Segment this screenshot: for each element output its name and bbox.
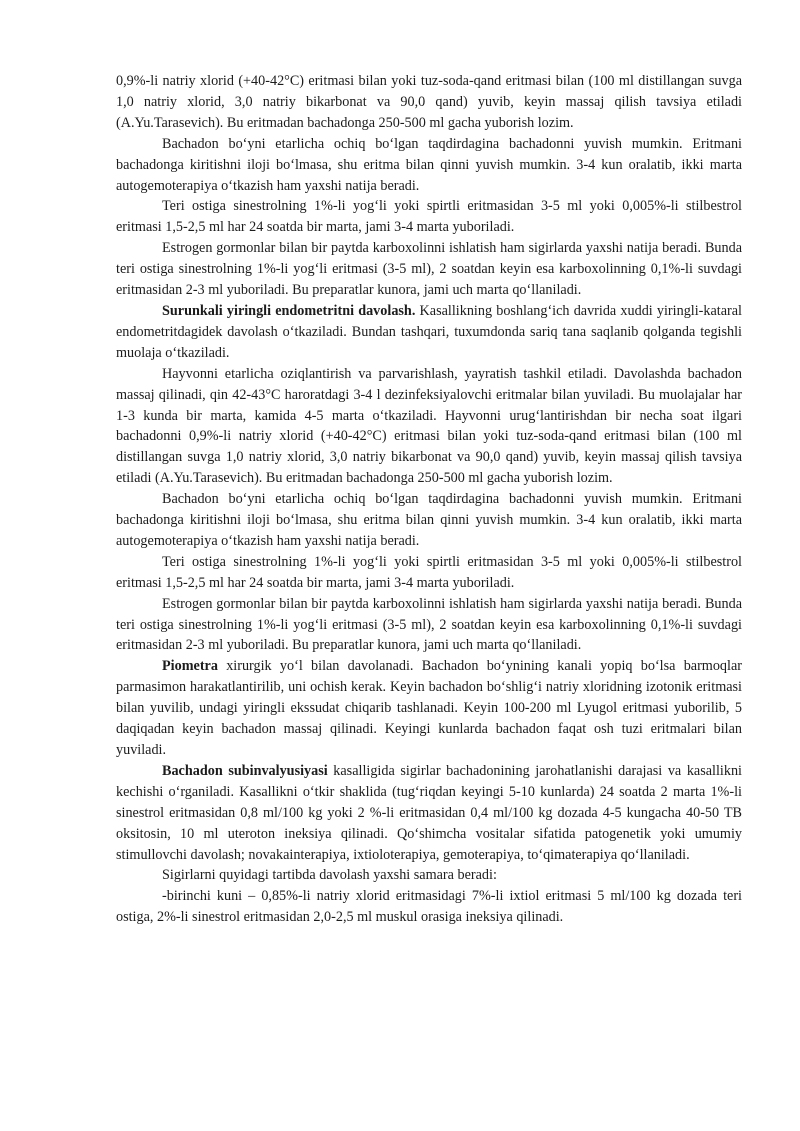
paragraph-7-text: Bachadon bo‘yni etarlicha ochiq bo‘lgan taqdirdagina bachadonni yuvish mumkin. Eritmani bachadonga kiritishni iloji bo‘lmasa, shu eritma bilan qinni yuvish mumkin. 3-4 kun oralatib, ikki marta autogemoterapiya o‘tkazish ham yaxshi natija beradi. [116, 491, 742, 549]
document-page [116, 71, 742, 928]
paragraph-7 [116, 489, 742, 552]
paragraph-9-text: Estrogen gormonlar bilan bir paytda karboxolinni ishlatish ham sigirlarda yaxshi natija beradi. Bunda teri ostiga sinestrolning 1%-li yog‘li eritmasi (3-5 ml), 2 soatdan keyin esa karboxolinning 0,1%-li suvdagi eritmasidan 2-3 ml yuboriladi. Bu preparatlar kunora, jami uch marta qo‘llaniladi. [116, 595, 742, 654]
paragraph-12-text: Sigirlarni quyidagi tartibda davolash yaxshi samara beradi: [162, 867, 497, 884]
paragraph-11-text: kasalligida sigirlar bachadonining jarohatlanishi darajasi va kasallikni kechishi o‘rganiladi. Kasallikni o‘tkir shaklida (tug‘riqdan keyingi 5-10 kunlarda) 24 soatda 2 marta 1%-li sinestrol eritmasidan 0,8 ml/100 kg yoki 2 %-li eritmasidan 0,4 ml/100 kg dozada 4-5 kungacha 40-50 TB oksitosin, 10 ml uteroton ineksiya qilinadi. Qo‘shimcha vositalar sifatida patogenetik yoki umumiy stimullovchi davolash; novakainterapiya, ixtioloterapiya, gemoterapiya, to‘qimaterapiya qo‘llaniladi. [116, 762, 743, 863]
paragraph-1-text: 0,9%-li natriy xlorid (+40-42°C) eritmasi bilan yoki tuz-soda-qand eritmasi bilan (100 ml distillangan suvga 1,0 natriy xlorid, 3,0 natriy bikarbonat va 90,0 qand) yuvib, keyin massaj qilish tavsiya etiladi (A.Yu.Tarasevich). Bu eritmadan bachadonga 250-500 ml gacha yuborish lozim. [116, 73, 742, 131]
paragraph-11 [116, 761, 742, 866]
paragraph-12 [116, 865, 742, 886]
paragraph-10-text: xirurgik yo‘l bilan davolanadi. Bachadon bo‘ynining kanali yopiq bo‘lsa barmoqlar parmasimon harakatlantirilib, uni ochish kerak. Keyin bachadon bo‘shlig‘i natriy xloridning izotonik eritmasi bilan yuvilib, undagi yiringli ekssudat chiqarib tashlanadi. Keyin 100-200 ml Lyugol eritmasi yuborilib, 5 daqiqadan keyin bachadon massaj qilinadi. Keyingi kunlarda bachadon faqat osh tuzi eritmalari bilan yuviladi. [116, 658, 742, 758]
paragraph-10 [116, 656, 742, 761]
paragraph-2-text: Bachadon bo‘yni etarlicha ochiq bo‘lgan taqdirdagina bachadonni yuvish mumkin. Eritmani bachadonga kiritishni iloji bo‘lmasa, shu eritma bilan qinni yuvish mumkin. 3-4 kun oralatib, ikki marta autogemoterapiya o‘tkazish ham yaxshi natija beradi. [116, 135, 742, 194]
paragraph-8 [116, 552, 742, 594]
paragraph-8-text: Teri ostiga sinestrolning 1%-li yog‘li yoki spirtli eritmasidan 3-5 ml yoki 0,005%-li stilbestrol eritmasi 1,5-2,5 ml har 24 soatda bir marta, jami 3-4 marta yuboriladi. [116, 553, 742, 591]
paragraph-9 [116, 594, 742, 657]
paragraph-2 [116, 134, 742, 197]
paragraph-5-heading: Surunkali yiringli endometritni davolash. [162, 302, 416, 319]
paragraph-11-heading: Bachadon subinvalyusiyasi [162, 762, 328, 779]
paragraph-1 [116, 71, 742, 134]
paragraph-5-text: Kasallikning boshlang‘ich davrida xuddi yiringli-kataral endometritdagidek davolash o‘tkaziladi. Bundan tashqari, tuxumdonda sariq tana saqlanib qolganda tegishli muolaja o‘tkaziladi. [116, 302, 742, 361]
paragraph-4 [116, 238, 742, 301]
paragraph-13-text: -birinchi kuni – 0,85%-li natriy xlorid eritmasidagi 7%-li ixtiol eritmasi 5 ml/100 kg dozada teri ostiga, 2%-li sinestrol eritmasidan 2,0-2,5 ml muskul orasiga ineksiya qilinadi. [116, 888, 742, 926]
paragraph-13 [116, 886, 742, 928]
paragraph-6-text: Hayvonni etarlicha oziqlantirish va parvarishlash, yayratish tashkil etiladi. Davolashda bachadon massaj qilinadi, qin 42-43°C haroratdagi 3-4 l dezinfeksiyalovchi eritmalar bilan yuviladi. Bu muolajalar har 1-3 kunda bir marta, kamida 4-5 marta o‘tkaziladi. Hayvonni urug‘lantirishdan bir necha soat ilgari bachadonni 0,9%-li natriy xlorid (+40-42°C) eritmasi bilan yoki tuz-soda-qand eritmasi bilan (100 ml distillangan suvga 1,0 natriy xlorid, 3,0 natriy bikarbonat va 90,0 qand) yuvib, keyin massaj qilish tavsiya etiladi (A.Yu.Tarasevich). Bu eritmadan bachadonga 250-500 ml gacha yuborish lozim. [116, 365, 742, 487]
paragraph-3 [116, 196, 742, 238]
paragraph-4-text: Estrogen gormonlar bilan bir paytda karboxolinni ishlatish ham sigirlarda yaxshi natija beradi. Bunda teri ostiga sinestrolning 1%-li yog‘li eritmasi (3-5 ml), 2 soatdan keyin esa karboxolinning 0,1%-li suvdagi eritmasidan 2-3 ml yuboriladi. Bu preparatlar kunora, jami uch marta qo‘llaniladi. [116, 240, 742, 299]
paragraph-5 [116, 301, 742, 364]
paragraph-6 [116, 364, 742, 489]
paragraph-3-text: Teri ostiga sinestrolning 1%-li yog‘li yoki spirtli eritmasidan 3-5 ml yoki 0,005%-li stilbestrol eritmasi 1,5-2,5 ml har 24 soatda bir marta, jami 3-4 marta yuboriladi. [116, 198, 742, 236]
paragraph-10-heading: Piometra [162, 658, 218, 675]
